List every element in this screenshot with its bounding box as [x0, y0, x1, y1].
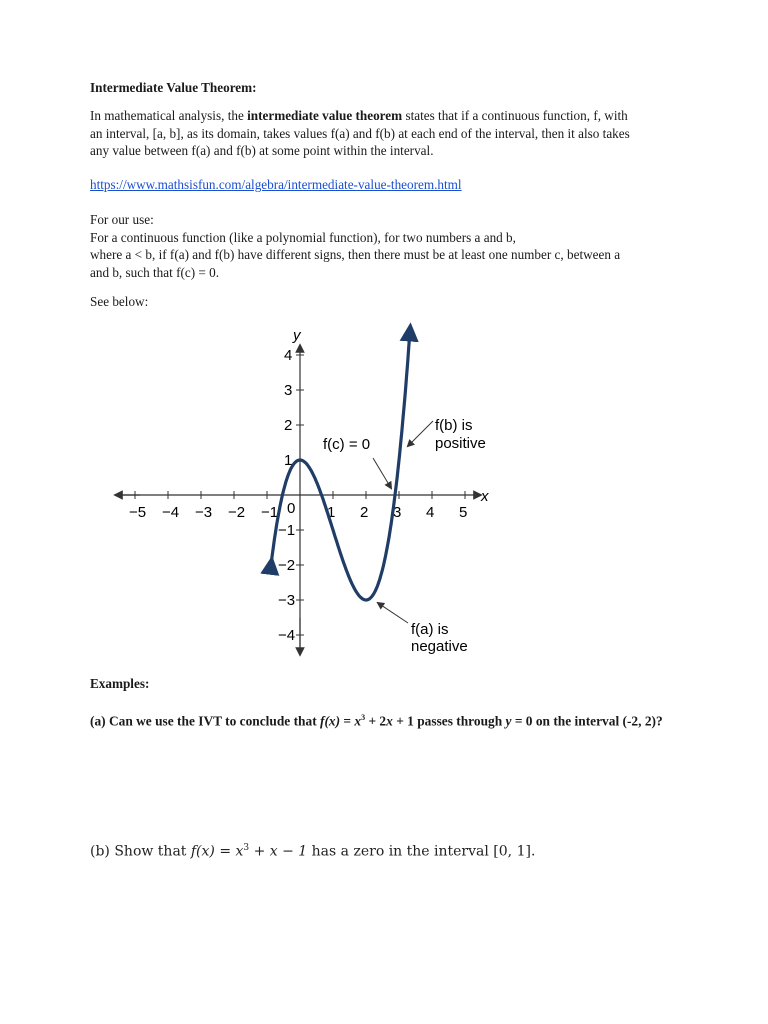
example-a-exponent: 3 [361, 713, 366, 722]
x-axis-label: x [481, 488, 489, 505]
example-a-text: (a) Can we use the IVT to conclude that [90, 713, 320, 729]
intro-text: states that if a continuous function, f, with [402, 108, 628, 123]
ivt-graph [100, 318, 520, 663]
x-tick-label: 3 [393, 504, 402, 521]
y-tick-label: 3 [284, 382, 293, 399]
intro-line-3: any value between f(a) and f(b) at some point within the interval. [90, 143, 434, 158]
example-a-text: = [340, 713, 355, 729]
page-title: Intermediate Value Theorem: [90, 80, 257, 95]
intro-bold-term: intermediate value theorem [247, 108, 403, 123]
annotation-fb-line-1: f(b) is [435, 417, 473, 434]
y-tick-label: −2 [278, 557, 296, 574]
x-tick-label: 1 [327, 504, 336, 521]
for-our-use-line-3: where a < b, if f(a) and f(b) have different signs, then there must be at least one number c, between a [90, 247, 621, 262]
for-our-use-line-1: For our use: [90, 212, 154, 227]
reference-link[interactable]: https://www.mathsisfun.com/algebra/intermediate-value-theorem.html [90, 177, 462, 192]
x-tick-label: −3 [195, 504, 213, 521]
y-tick-label: −3 [278, 592, 296, 609]
annotation-fa-line-1: f(a) is [411, 621, 449, 638]
x-tick-label: 4 [426, 504, 435, 521]
examples-heading: Examples: [90, 676, 150, 691]
annotation-fb-pointer [408, 421, 433, 446]
for-our-use-line-4: and b, such that f(c) = 0. [90, 264, 220, 280]
for-our-use-line-2: For a continuous function (like a polynomial function), for two numbers a and b, [90, 229, 516, 245]
annotation-fc-pointer [373, 458, 391, 488]
annotation-fb-line-2: positive [435, 435, 486, 452]
x-tick-label: 0 [287, 500, 296, 517]
example-b-math: f(x) = x [190, 843, 244, 860]
annotation-fa-pointer [378, 603, 408, 623]
example-b [90, 843, 535, 860]
x-tick-label: −2 [228, 504, 246, 521]
annotation-fc: f(c) = 0 [323, 436, 371, 453]
example-a-text: + 2 [365, 713, 387, 729]
y-tick-label: 4 [284, 347, 293, 364]
example-b-text: has a zero in the interval [0, 1]. [307, 843, 536, 860]
example-a-y: y [505, 713, 512, 729]
example-b-exponent: 3 [243, 843, 250, 853]
x-tick-label: 5 [459, 504, 468, 521]
x-tick-label: −1 [261, 504, 279, 521]
y-tick-label: 1 [284, 452, 293, 469]
annotation-fa-line-2: negative [411, 638, 468, 655]
intro-paragraph [90, 107, 700, 160]
see-below-text: See below: [90, 294, 149, 309]
y-axis-label: y [293, 327, 301, 344]
y-tick-label: 2 [284, 417, 293, 434]
example-a-x: x [386, 713, 393, 729]
x-tick-label: −5 [129, 504, 147, 521]
for-our-use-paragraph [90, 211, 700, 281]
x-tick-label: 2 [360, 504, 369, 521]
example-b-math: + x − 1 [249, 843, 308, 860]
example-a-text: + 1 passes through [392, 713, 506, 729]
example-a-text: = 0 on the interval (-2, 2)? [511, 713, 663, 729]
intro-line-1 [90, 107, 700, 125]
example-b-text: (b) Show that [90, 843, 191, 860]
x-tick-label: −4 [162, 504, 180, 521]
example-a-x: x [354, 713, 362, 729]
y-tick-label: −4 [278, 627, 296, 644]
intro-text: In mathematical analysis, the [90, 108, 248, 123]
example-a-fx: f(x) [320, 713, 341, 729]
example-a [90, 709, 663, 729]
intro-line-2: an interval, [a, b], as its domain, takes values f(a) and f(b) at each end of the interval, then it also takes [90, 125, 630, 141]
y-tick-label: −1 [278, 522, 296, 539]
